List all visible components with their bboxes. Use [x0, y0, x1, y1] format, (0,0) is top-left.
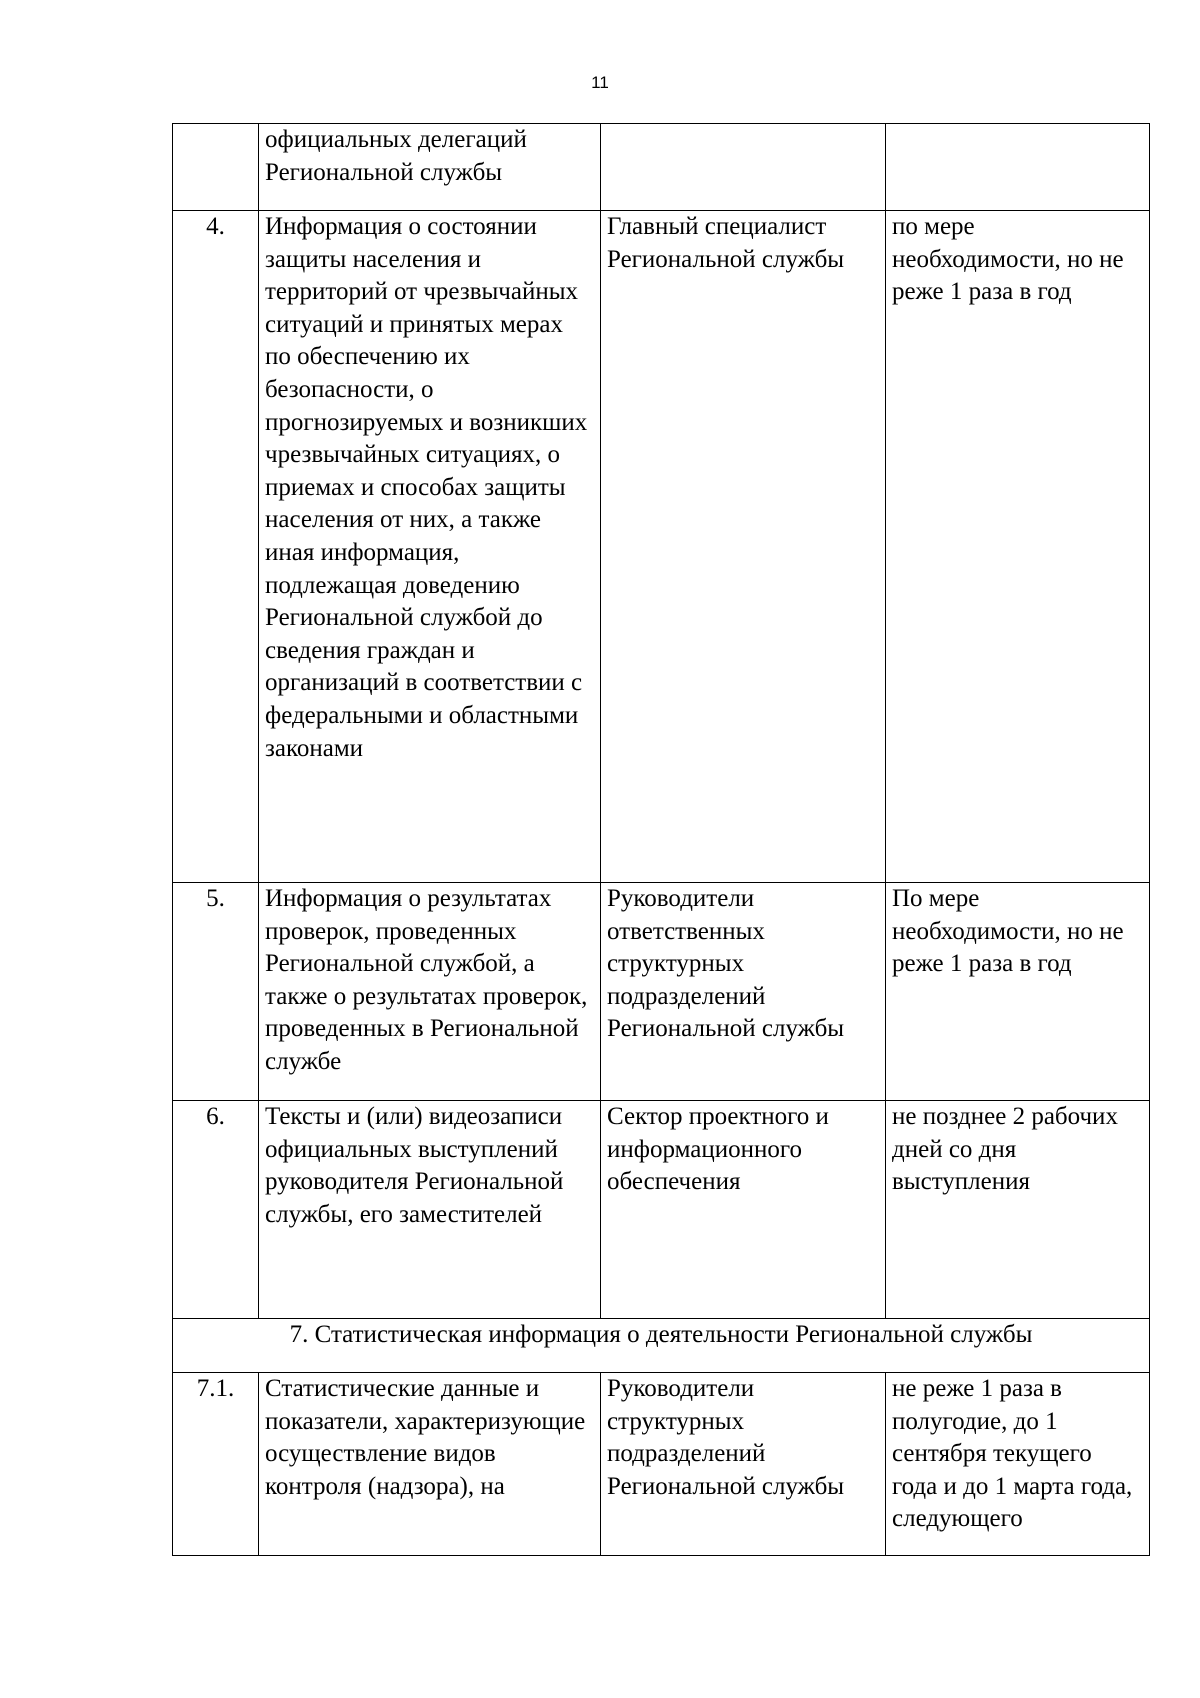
- responsible-cell: Главный специалист Региональной службы: [601, 211, 886, 883]
- table-row-7-1: [173, 1373, 1150, 1556]
- deadline-cell: по мере необходимости, но не реже 1 раза в год: [886, 211, 1150, 883]
- deadline-cell: не реже 1 раза в полугодие, до 1 сентября текущего года и до 1 марта года, следующего: [886, 1373, 1150, 1556]
- responsible-cell: Руководители ответственных структурных подразделений Региональной службы: [601, 883, 886, 1101]
- responsible-cell: [601, 124, 886, 211]
- info-cell: Статистические данные и показатели, характеризующие осуществление видов контроля (надзора), на: [259, 1373, 601, 1556]
- deadline-cell: По мере необходимости, но не реже 1 раза в год: [886, 883, 1150, 1101]
- responsible-cell: Руководители структурных подразделений Региональной службы: [601, 1373, 886, 1556]
- deadline-cell: [886, 124, 1150, 211]
- table-row-5: [173, 883, 1150, 1101]
- info-cell: Информация о состоянии защиты населения и территорий от чрезвычайных ситуаций и принятых мерах по обеспечению их безопасности, о прогнозируемых и возникших чрезвычайных ситуациях, о приемах и способах защиты населения от них, а также иная информация, подлежащая доведению Региональной службой до сведения граждан и организаций в соответствии с федеральными и областными законами: [259, 211, 601, 883]
- row-number-cell: 7.1.: [173, 1373, 259, 1556]
- table-row-4: [173, 211, 1150, 883]
- info-cell: официальных делегаций Региональной службы: [259, 124, 601, 211]
- row-number-cell: 4.: [173, 211, 259, 883]
- deadline-cell: не позднее 2 рабочих дней со дня выступления: [886, 1101, 1150, 1319]
- table-row-continuation: [173, 124, 1150, 211]
- responsible-cell: Сектор проектного и информационного обеспечения: [601, 1101, 886, 1319]
- page-number: 11: [591, 73, 609, 92]
- table-row-6: [173, 1101, 1150, 1319]
- info-cell: Информация о результатах проверок, проведенных Региональной службой, а также о результатах проверок, проведенных в Региональной службе: [259, 883, 601, 1101]
- info-table: [172, 123, 1150, 1556]
- section-heading: 7. Статистическая информация о деятельности Региональной службы: [173, 1319, 1150, 1373]
- row-number-cell: 6.: [173, 1101, 259, 1319]
- info-cell: Тексты и (или) видеозаписи официальных выступлений руководителя Региональной службы, его заместителей: [259, 1101, 601, 1319]
- row-number-cell: [173, 124, 259, 211]
- section-heading-row: [173, 1319, 1150, 1373]
- row-number-cell: 5.: [173, 883, 259, 1101]
